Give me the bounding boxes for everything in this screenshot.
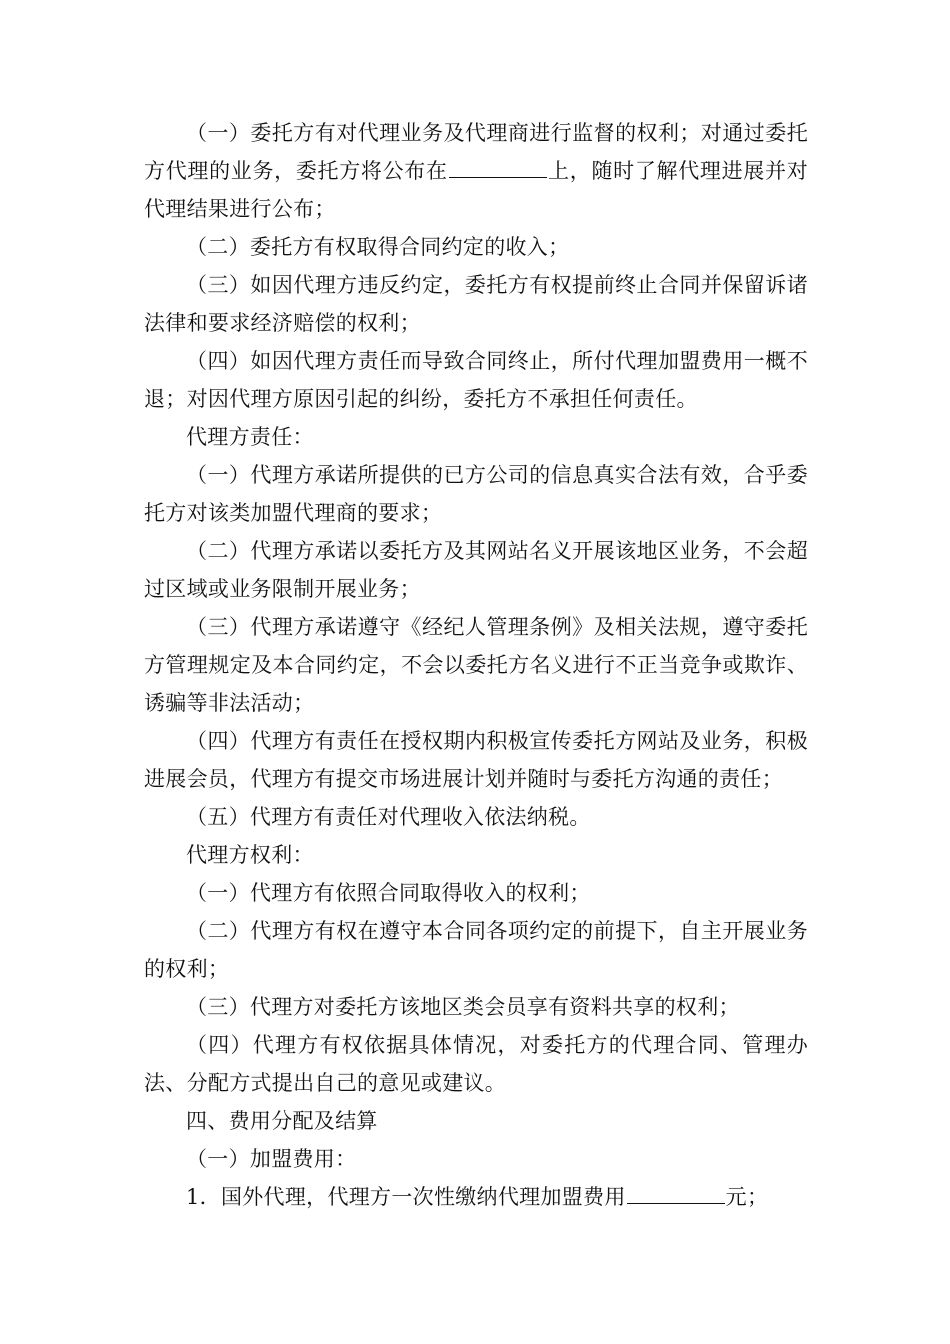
- blank-fill-line: [449, 155, 547, 178]
- paragraph-agent-duty-5: （五）代理方有责任对代理收入依法纳税。: [186, 805, 591, 829]
- paragraph-agent-duty-2: （二）代理方承诺以委托方及其网站名义开展该地区业务，不会超过区域或业务限制开展业务；: [144, 539, 808, 601]
- section-heading-agent-duties: 代理方责任：: [186, 425, 314, 449]
- paragraph-agent-right-3: （三）代理方对委托方该地区类会员享有资料共享的权利；: [186, 995, 740, 1019]
- section-heading-fees: 四、费用分配及结算: [186, 1109, 378, 1133]
- paragraph-agent-duty-4: （四）代理方有责任在授权期内积极宣传委托方网站及业务，积极进展会员，代理方有提交市场进展计划并随时与委托方沟通的责任；: [144, 729, 808, 791]
- paragraph-principal-right-1: （一）委托方有对代理业务及代理商进行监督的权利；对通过委托方代理的业务，委托方将公布在 上，随时了解代理进展并对代理结果进行公布；: [144, 121, 808, 221]
- subheading-franchise-fee: （一）加盟费用：: [186, 1147, 357, 1171]
- paragraph-principal-right-2: （二）委托方有权取得合同约定的收入；: [186, 235, 570, 259]
- paragraph-fee-item-1: 1．国外代理，代理方一次性缴纳代理加盟费用 元；: [144, 1178, 808, 1216]
- paragraph-agent-duty-1: （一）代理方承诺所提供的已方公司的信息真实合法有效，合乎委托方对该类加盟代理商的要求；: [144, 463, 808, 525]
- paragraph-agent-right-1: （一）代理方有依照合同取得收入的权利；: [186, 881, 591, 905]
- paragraph-principal-right-4: （四）如因代理方责任而导致合同终止，所付代理加盟费用一概不退；对因代理方原因引起的纠纷，委托方不承担任何责任。: [144, 349, 808, 411]
- paragraph-principal-right-3: （三）如因代理方违反约定，委托方有权提前终止合同并保留诉诸法律和要求经济赔偿的权利；: [144, 273, 808, 335]
- paragraph-agent-right-4: （四）代理方有权依据具体情况，对委托方的代理合同、管理办法、分配方式提出自己的意见或建议。: [144, 1033, 808, 1095]
- paragraph-agent-duty-3: （三）代理方承诺遵守《经纪人管理条例》及相关法规，遵守委托方管理规定及本合同约定，不会以委托方名义进行不正当竞争或欺诈、诱骗等非法活动；: [144, 615, 808, 715]
- blank-fill-line: [627, 1181, 725, 1204]
- paragraph-agent-right-2: （二）代理方有权在遵守本合同各项约定的前提下，自主开展业务的权利；: [144, 919, 808, 981]
- document-body: [144, 114, 808, 1216]
- section-heading-agent-rights: 代理方权利：: [186, 843, 314, 867]
